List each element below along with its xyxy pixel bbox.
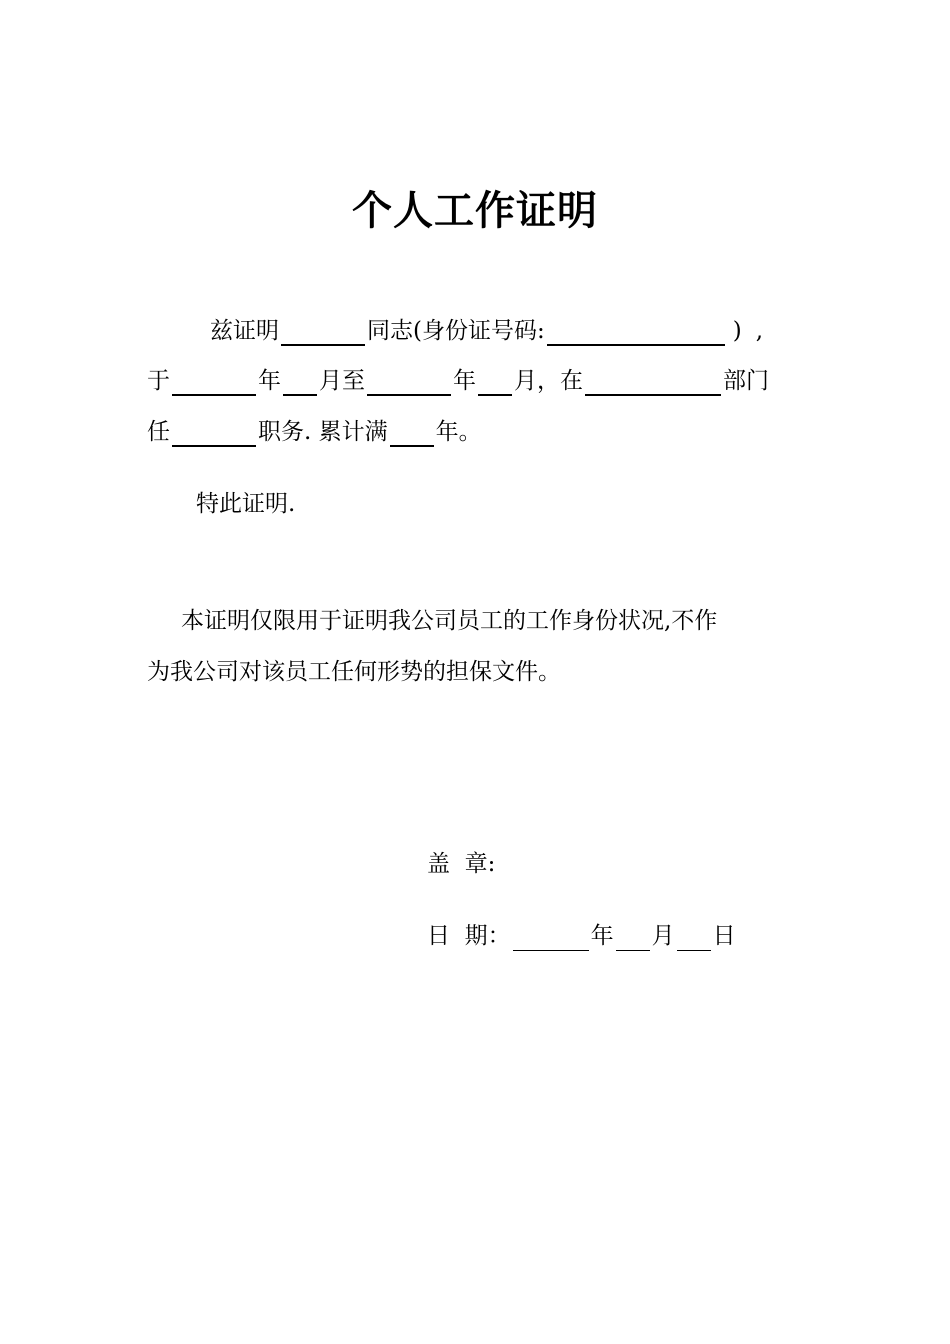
position-text: 职务. 累计满 xyxy=(258,419,388,445)
year-text-1: 年 xyxy=(258,368,281,394)
date-month-text: 月 xyxy=(651,923,675,949)
disclaimer-line-1 xyxy=(181,606,717,636)
years-text: 年。 xyxy=(435,419,482,445)
hereby-line xyxy=(196,489,295,519)
position-blank[interactable] xyxy=(172,421,256,447)
page-title: 个人工作证明 xyxy=(352,187,598,234)
disclaimer-line-2 xyxy=(147,657,561,687)
disclaimer-text-1: 本证明仅限用于证明我公司员工的工作身份状况,不作 xyxy=(181,608,718,634)
date-year-blank[interactable] xyxy=(513,926,589,951)
id-close: ), xyxy=(732,318,778,344)
id-number-blank[interactable] xyxy=(547,320,725,346)
from-text: 于 xyxy=(147,368,170,394)
seal-label: 盖 章: xyxy=(427,851,496,877)
seal-line xyxy=(427,849,495,879)
name-blank[interactable] xyxy=(281,320,365,346)
year-text-2: 年 xyxy=(453,368,476,394)
certify-line xyxy=(210,316,777,346)
department-text: 部门 xyxy=(723,368,769,394)
hold-text: 任 xyxy=(147,419,170,445)
hereby-text: 特此证明. xyxy=(196,491,296,517)
date-day-text: 日 xyxy=(712,923,736,949)
date-line xyxy=(427,921,736,951)
date-month-blank[interactable] xyxy=(616,926,650,951)
date-year-text: 年 xyxy=(590,923,614,949)
end-year-blank[interactable] xyxy=(367,370,451,396)
years-blank[interactable] xyxy=(390,421,434,447)
department-blank[interactable] xyxy=(585,370,721,396)
date-label: 日 期： xyxy=(427,923,511,949)
period-line xyxy=(147,366,769,396)
start-month-blank[interactable] xyxy=(283,370,317,396)
month-at-text: 月，在 xyxy=(514,368,583,394)
id-label: 同志(身份证号码: xyxy=(367,318,545,344)
month-to-text: 月至 xyxy=(319,368,365,394)
date-day-blank[interactable] xyxy=(677,926,711,951)
disclaimer-text-2: 为我公司对该员工任何形势的担保文件。 xyxy=(147,659,561,685)
end-month-blank[interactable] xyxy=(478,370,512,396)
start-year-blank[interactable] xyxy=(172,370,256,396)
position-line xyxy=(147,417,482,447)
certify-text: 兹证明 xyxy=(210,318,279,344)
